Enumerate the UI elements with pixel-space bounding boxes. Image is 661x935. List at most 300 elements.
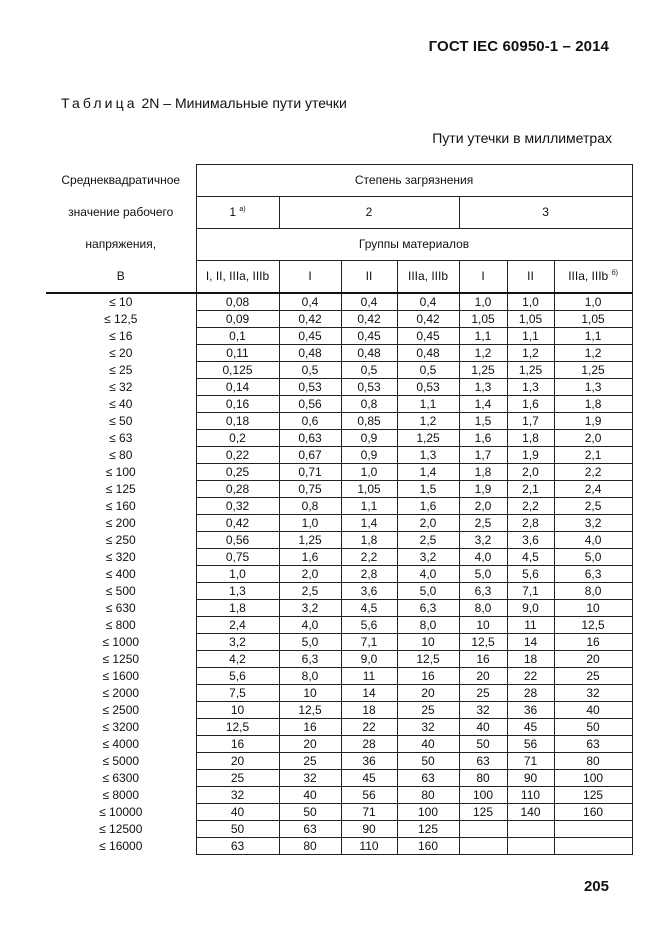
- creepage-cell: [459, 821, 507, 838]
- creepage-cell: 63: [554, 736, 632, 753]
- creepage-cell: 0,9: [341, 430, 397, 447]
- creepage-cell: 4,2: [196, 651, 279, 668]
- creepage-cell: 40: [196, 804, 279, 821]
- creepage-cell: 2,2: [507, 498, 554, 515]
- table-row: [46, 600, 632, 617]
- voltage-cell: ≤ 50: [46, 413, 196, 430]
- creepage-cell: 4,0: [554, 532, 632, 549]
- creepage-cell: 10: [554, 600, 632, 617]
- page-number: 205: [583, 878, 609, 895]
- creepage-cell: 7,1: [341, 634, 397, 651]
- creepage-cell: 110: [341, 838, 397, 855]
- creepage-cell: 6,3: [459, 583, 507, 600]
- creepage-cell: 1,4: [341, 515, 397, 532]
- units-note: Пути утечки в миллиметрах: [432, 130, 612, 146]
- voltage-cell: ≤ 1250: [46, 651, 196, 668]
- table-row: [46, 481, 632, 498]
- creepage-cell: 0,8: [341, 396, 397, 413]
- creepage-cell: 160: [554, 804, 632, 821]
- voltage-cell: ≤ 400: [46, 566, 196, 583]
- creepage-cell: 63: [279, 821, 341, 838]
- voltage-cell: ≤ 4000: [46, 736, 196, 753]
- table-row: [46, 685, 632, 702]
- degree-1-header: 1 $^{а)}$: [196, 197, 279, 229]
- creepage-cell: 2,0: [459, 498, 507, 515]
- creepage-cell: 0,14: [196, 379, 279, 396]
- creepage-cell: 16: [196, 736, 279, 753]
- creepage-cell: 80: [279, 838, 341, 855]
- creepage-cell: 1,6: [459, 430, 507, 447]
- creepage-cell: 71: [507, 753, 554, 770]
- voltage-header-line-2: значение рабочего: [46, 197, 196, 229]
- creepage-cell: 18: [341, 702, 397, 719]
- creepage-cell: 16: [279, 719, 341, 736]
- creepage-cell: 1,9: [459, 481, 507, 498]
- creepage-cell: 0,18: [196, 413, 279, 430]
- creepage-cell: 5,6: [341, 617, 397, 634]
- creepage-cell: 32: [279, 770, 341, 787]
- creepage-cell: 0,48: [279, 345, 341, 362]
- voltage-cell: ≤ 2500: [46, 702, 196, 719]
- table-row: [46, 515, 632, 532]
- creepage-cell: 3,6: [341, 583, 397, 600]
- creepage-cell: 1,1: [554, 328, 632, 345]
- creepage-cell: 0,32: [196, 498, 279, 515]
- creepage-cell: 36: [507, 702, 554, 719]
- creepage-cell: 80: [459, 770, 507, 787]
- voltage-cell: ≤ 32: [46, 379, 196, 396]
- voltage-cell: ≤ 5000: [46, 753, 196, 770]
- creepage-cell: 0,53: [279, 379, 341, 396]
- creepage-cell: 1,5: [459, 413, 507, 430]
- table-row: [46, 293, 632, 311]
- voltage-cell: ≤ 125: [46, 481, 196, 498]
- creepage-cell: 4,0: [397, 566, 459, 583]
- creepage-cell: 14: [341, 685, 397, 702]
- creepage-cell: 9,0: [341, 651, 397, 668]
- creepage-cell: 63: [459, 753, 507, 770]
- creepage-cell: 1,7: [507, 413, 554, 430]
- creepage-cell: 0,75: [196, 549, 279, 566]
- creepage-cell: 1,8: [507, 430, 554, 447]
- creepage-cell: 1,25: [279, 532, 341, 549]
- table-row: [46, 838, 632, 855]
- table-row: [46, 668, 632, 685]
- creepage-cell: 12,5: [554, 617, 632, 634]
- creepage-cell: 3,6: [507, 532, 554, 549]
- creepage-cell: [554, 821, 632, 838]
- table-row: [46, 447, 632, 464]
- creepage-cell: 12,5: [459, 634, 507, 651]
- creepage-cell: 1,25: [397, 430, 459, 447]
- creepage-cell: 5,0: [459, 566, 507, 583]
- creepage-cell: 1,25: [459, 362, 507, 379]
- creepage-cell: 8,0: [397, 617, 459, 634]
- group-header: IIIa, IIIb: [397, 261, 459, 294]
- creepage-cell: 20: [459, 668, 507, 685]
- creepage-cell: 2,8: [507, 515, 554, 532]
- creepage-cell: 3,2: [196, 634, 279, 651]
- creepage-cell: 5,0: [397, 583, 459, 600]
- voltage-cell: ≤ 630: [46, 600, 196, 617]
- voltage-cell: ≤ 10: [46, 293, 196, 311]
- group-header: II: [507, 261, 554, 294]
- creepage-cell: 22: [507, 668, 554, 685]
- creepage-cell: 3,2: [554, 515, 632, 532]
- table-row: [46, 634, 632, 651]
- creepage-cell: 2,0: [279, 566, 341, 583]
- creepage-cell: 1,25: [554, 362, 632, 379]
- creepage-cell: 1,0: [507, 293, 554, 311]
- creepage-cell: 1,9: [507, 447, 554, 464]
- table-row: [46, 770, 632, 787]
- creepage-cell: 3,2: [397, 549, 459, 566]
- creepage-cell: 63: [196, 838, 279, 855]
- voltage-cell: ≤ 40: [46, 396, 196, 413]
- creepage-cell: 36: [341, 753, 397, 770]
- creepage-cell: 0,5: [397, 362, 459, 379]
- creepage-cell: 2,2: [554, 464, 632, 481]
- creepage-cell: 10: [459, 617, 507, 634]
- creepage-cell: 1,2: [554, 345, 632, 362]
- creepage-cell: [507, 838, 554, 855]
- creepage-cell: 3,2: [279, 600, 341, 617]
- creepage-cell: 0,22: [196, 447, 279, 464]
- creepage-cell: 45: [341, 770, 397, 787]
- group-header: I, II, IIIa, IIIb: [196, 261, 279, 294]
- creepage-cell: 1,3: [397, 447, 459, 464]
- creepage-cell: 16: [397, 668, 459, 685]
- creepage-cell: 28: [341, 736, 397, 753]
- degree-3-header: 3: [459, 197, 632, 229]
- document-header: ГОСТ IEC 60950-1 – 2014: [428, 38, 609, 55]
- table-row: [46, 362, 632, 379]
- voltage-cell: ≤ 500: [46, 583, 196, 600]
- creepage-cell: 2,0: [397, 515, 459, 532]
- voltage-cell: ≤ 20: [46, 345, 196, 362]
- creepage-cell: 1,6: [397, 498, 459, 515]
- group-note: б): [611, 270, 618, 277]
- creepage-cell: [459, 838, 507, 855]
- creepage-cell: 1,05: [507, 311, 554, 328]
- creepage-cell: 16: [554, 634, 632, 651]
- creepage-cell: 0,71: [279, 464, 341, 481]
- creepage-cell: 1,05: [459, 311, 507, 328]
- creepage-cell: 22: [341, 719, 397, 736]
- table-row: [46, 736, 632, 753]
- creepage-cell: 2,5: [459, 515, 507, 532]
- material-groups-header: Группы материалов: [196, 229, 632, 261]
- creepage-cell: 0,4: [397, 293, 459, 311]
- table-body: [46, 293, 632, 855]
- creepage-cell: 0,1: [196, 328, 279, 345]
- table-row: [46, 311, 632, 328]
- caption-number: 2N: [141, 95, 160, 111]
- creepage-cell: 71: [341, 804, 397, 821]
- voltage-cell: ≤ 320: [46, 549, 196, 566]
- voltage-cell: ≤ 63: [46, 430, 196, 447]
- creepage-cell: 8,0: [279, 668, 341, 685]
- creepage-cell: 100: [554, 770, 632, 787]
- table-row: [46, 549, 632, 566]
- voltage-cell: ≤ 16000: [46, 838, 196, 855]
- voltage-cell: ≤ 1000: [46, 634, 196, 651]
- creepage-cell: 10: [279, 685, 341, 702]
- creepage-cell: 1,3: [196, 583, 279, 600]
- table-row: [46, 702, 632, 719]
- creepage-cell: 100: [459, 787, 507, 804]
- creepage-cell: 0,4: [279, 293, 341, 311]
- creepage-cell: 50: [459, 736, 507, 753]
- table-row: [46, 821, 632, 838]
- creepage-cell: 10: [397, 634, 459, 651]
- creepage-cell: 1,0: [459, 293, 507, 311]
- creepage-cell: 4,5: [341, 600, 397, 617]
- table-row: [46, 430, 632, 447]
- creepage-cell: 1,25: [507, 362, 554, 379]
- creepage-cell: 1,8: [554, 396, 632, 413]
- voltage-cell: ≤ 25: [46, 362, 196, 379]
- creepage-cell: 11: [341, 668, 397, 685]
- creepage-cell: 2,8: [341, 566, 397, 583]
- creepage-cell: 0,5: [279, 362, 341, 379]
- creepage-cell: 1,4: [397, 464, 459, 481]
- table-row: [46, 396, 632, 413]
- voltage-cell: ≤ 12500: [46, 821, 196, 838]
- creepage-cell: 16: [459, 651, 507, 668]
- creepage-cell: 5,0: [554, 549, 632, 566]
- creepage-cell: 25: [196, 770, 279, 787]
- creepage-cell: 1,1: [459, 328, 507, 345]
- creepage-cell: 12,5: [196, 719, 279, 736]
- degree-1-note: а): [239, 206, 246, 213]
- creepage-cell: 0,25: [196, 464, 279, 481]
- creepage-cell: 0,53: [341, 379, 397, 396]
- voltage-cell: ≤ 16: [46, 328, 196, 345]
- creepage-cell: 25: [397, 702, 459, 719]
- creepage-cell: 0,11: [196, 345, 279, 362]
- group-header: I: [279, 261, 341, 294]
- creepage-cell: 20: [397, 685, 459, 702]
- creepage-cell: 11: [507, 617, 554, 634]
- creepage-cell: 2,5: [554, 498, 632, 515]
- creepage-cell: 1,1: [397, 396, 459, 413]
- creepage-cell: 90: [341, 821, 397, 838]
- caption-prefix: Таблица: [61, 95, 138, 111]
- table-row: [46, 464, 632, 481]
- creepage-cell: 0,42: [341, 311, 397, 328]
- creepage-cell: 1,0: [196, 566, 279, 583]
- creepage-cell: 0,75: [279, 481, 341, 498]
- creepage-cell: 8,0: [554, 583, 632, 600]
- creepage-cell: 1,7: [459, 447, 507, 464]
- creepage-cell: 125: [397, 821, 459, 838]
- creepage-cell: 1,6: [279, 549, 341, 566]
- voltage-cell: ≤ 200: [46, 515, 196, 532]
- creepage-cell: 12,5: [279, 702, 341, 719]
- creepage-cell: 32: [459, 702, 507, 719]
- table-row: [46, 753, 632, 770]
- creepage-cell: 5,6: [507, 566, 554, 583]
- creepage-cell: 1,0: [341, 464, 397, 481]
- table-row: [46, 651, 632, 668]
- creepage-cell: 56: [341, 787, 397, 804]
- creepage-cell: 6,3: [397, 600, 459, 617]
- creepage-cell: 40: [279, 787, 341, 804]
- voltage-header-line-1: Среднеквадратичное: [46, 165, 196, 197]
- creepage-cell: 1,0: [279, 515, 341, 532]
- creepage-cell: 2,4: [196, 617, 279, 634]
- creepage-cell: 50: [554, 719, 632, 736]
- creepage-table: [46, 164, 633, 855]
- creepage-cell: 1,2: [507, 345, 554, 362]
- creepage-cell: 4,5: [507, 549, 554, 566]
- creepage-cell: 0,28: [196, 481, 279, 498]
- creepage-cell: 5,0: [279, 634, 341, 651]
- creepage-cell: 1,1: [507, 328, 554, 345]
- creepage-cell: 0,45: [397, 328, 459, 345]
- table-row: [46, 617, 632, 634]
- creepage-cell: 25: [554, 668, 632, 685]
- creepage-cell: 0,4: [341, 293, 397, 311]
- voltage-header-line-3: напряжения,: [46, 229, 196, 261]
- group-header: IIIa, IIIb $^{б)}$: [554, 261, 632, 294]
- creepage-cell: 6,3: [279, 651, 341, 668]
- creepage-cell: 80: [397, 787, 459, 804]
- voltage-header-line-4: В: [46, 261, 196, 294]
- table-row: [46, 345, 632, 362]
- creepage-cell: 50: [196, 821, 279, 838]
- creepage-cell: 56: [507, 736, 554, 753]
- creepage-cell: 8,0: [459, 600, 507, 617]
- voltage-cell: ≤ 2000: [46, 685, 196, 702]
- creepage-cell: 6,3: [554, 566, 632, 583]
- creepage-cell: 0,53: [397, 379, 459, 396]
- creepage-cell: 1,1: [341, 498, 397, 515]
- table-row: [46, 328, 632, 345]
- creepage-cell: 125: [554, 787, 632, 804]
- creepage-cell: 1,2: [459, 345, 507, 362]
- creepage-cell: 9,0: [507, 600, 554, 617]
- creepage-cell: 28: [507, 685, 554, 702]
- voltage-cell: ≤ 3200: [46, 719, 196, 736]
- creepage-cell: 1,3: [554, 379, 632, 396]
- creepage-cell: 5,6: [196, 668, 279, 685]
- creepage-cell: 1,3: [507, 379, 554, 396]
- creepage-cell: 80: [554, 753, 632, 770]
- creepage-cell: 0,85: [341, 413, 397, 430]
- creepage-cell: 2,4: [554, 481, 632, 498]
- creepage-cell: 1,5: [397, 481, 459, 498]
- creepage-cell: 25: [279, 753, 341, 770]
- creepage-cell: 14: [507, 634, 554, 651]
- creepage-cell: 40: [459, 719, 507, 736]
- creepage-cell: 0,6: [279, 413, 341, 430]
- table-row: [46, 498, 632, 515]
- table-row: [46, 413, 632, 430]
- creepage-cell: 100: [397, 804, 459, 821]
- creepage-cell: 2,1: [554, 447, 632, 464]
- creepage-cell: 1,05: [341, 481, 397, 498]
- creepage-cell: 1,8: [341, 532, 397, 549]
- creepage-cell: 20: [279, 736, 341, 753]
- creepage-cell: 20: [554, 651, 632, 668]
- table-caption: [61, 95, 347, 111]
- caption-title: – Минимальные пути утечки: [163, 95, 347, 111]
- creepage-cell: 25: [459, 685, 507, 702]
- voltage-cell: ≤ 8000: [46, 787, 196, 804]
- creepage-cell: 1,8: [459, 464, 507, 481]
- creepage-cell: 20: [196, 753, 279, 770]
- creepage-cell: 1,3: [459, 379, 507, 396]
- creepage-cell: 0,63: [279, 430, 341, 447]
- creepage-cell: 0,5: [341, 362, 397, 379]
- creepage-cell: 0,45: [341, 328, 397, 345]
- voltage-cell: ≤ 80: [46, 447, 196, 464]
- group-header: I: [459, 261, 507, 294]
- creepage-cell: 0,09: [196, 311, 279, 328]
- creepage-cell: 40: [397, 736, 459, 753]
- creepage-cell: 125: [459, 804, 507, 821]
- voltage-cell: ≤ 800: [46, 617, 196, 634]
- creepage-cell: 0,8: [279, 498, 341, 515]
- voltage-cell: ≤ 1600: [46, 668, 196, 685]
- creepage-cell: 1,05: [554, 311, 632, 328]
- table-row: [46, 566, 632, 583]
- voltage-cell: ≤ 160: [46, 498, 196, 515]
- creepage-cell: 90: [507, 770, 554, 787]
- creepage-cell: 1,0: [554, 293, 632, 311]
- creepage-cell: 0,67: [279, 447, 341, 464]
- creepage-cell: 2,2: [341, 549, 397, 566]
- degree-2-header: 2: [279, 197, 459, 229]
- creepage-cell: 3,2: [459, 532, 507, 549]
- creepage-cell: 7,5: [196, 685, 279, 702]
- creepage-cell: 10: [196, 702, 279, 719]
- creepage-cell: 0,42: [397, 311, 459, 328]
- creepage-cell: [554, 838, 632, 855]
- creepage-cell: 160: [397, 838, 459, 855]
- table-row: [46, 379, 632, 396]
- creepage-cell: 0,48: [341, 345, 397, 362]
- creepage-cell: 1,6: [507, 396, 554, 413]
- voltage-cell: ≤ 6300: [46, 770, 196, 787]
- creepage-cell: 0,45: [279, 328, 341, 345]
- creepage-cell: 32: [397, 719, 459, 736]
- creepage-cell: 50: [397, 753, 459, 770]
- creepage-cell: 32: [554, 685, 632, 702]
- creepage-cell: 40: [554, 702, 632, 719]
- creepage-cell: 0,16: [196, 396, 279, 413]
- voltage-cell: ≤ 250: [46, 532, 196, 549]
- creepage-cell: 0,48: [397, 345, 459, 362]
- group-header: II: [341, 261, 397, 294]
- table-row: [46, 804, 632, 821]
- creepage-cell: 0,08: [196, 293, 279, 311]
- creepage-cell: 50: [279, 804, 341, 821]
- table-row: [46, 787, 632, 804]
- voltage-cell: ≤ 100: [46, 464, 196, 481]
- creepage-cell: 4,0: [279, 617, 341, 634]
- creepage-cell: 2,5: [397, 532, 459, 549]
- creepage-cell: 4,0: [459, 549, 507, 566]
- creepage-cell: 1,9: [554, 413, 632, 430]
- pollution-degree-header: Степень загрязнения: [196, 165, 632, 197]
- creepage-cell: [507, 821, 554, 838]
- creepage-cell: 0,125: [196, 362, 279, 379]
- table-row: [46, 719, 632, 736]
- table-row: [46, 532, 632, 549]
